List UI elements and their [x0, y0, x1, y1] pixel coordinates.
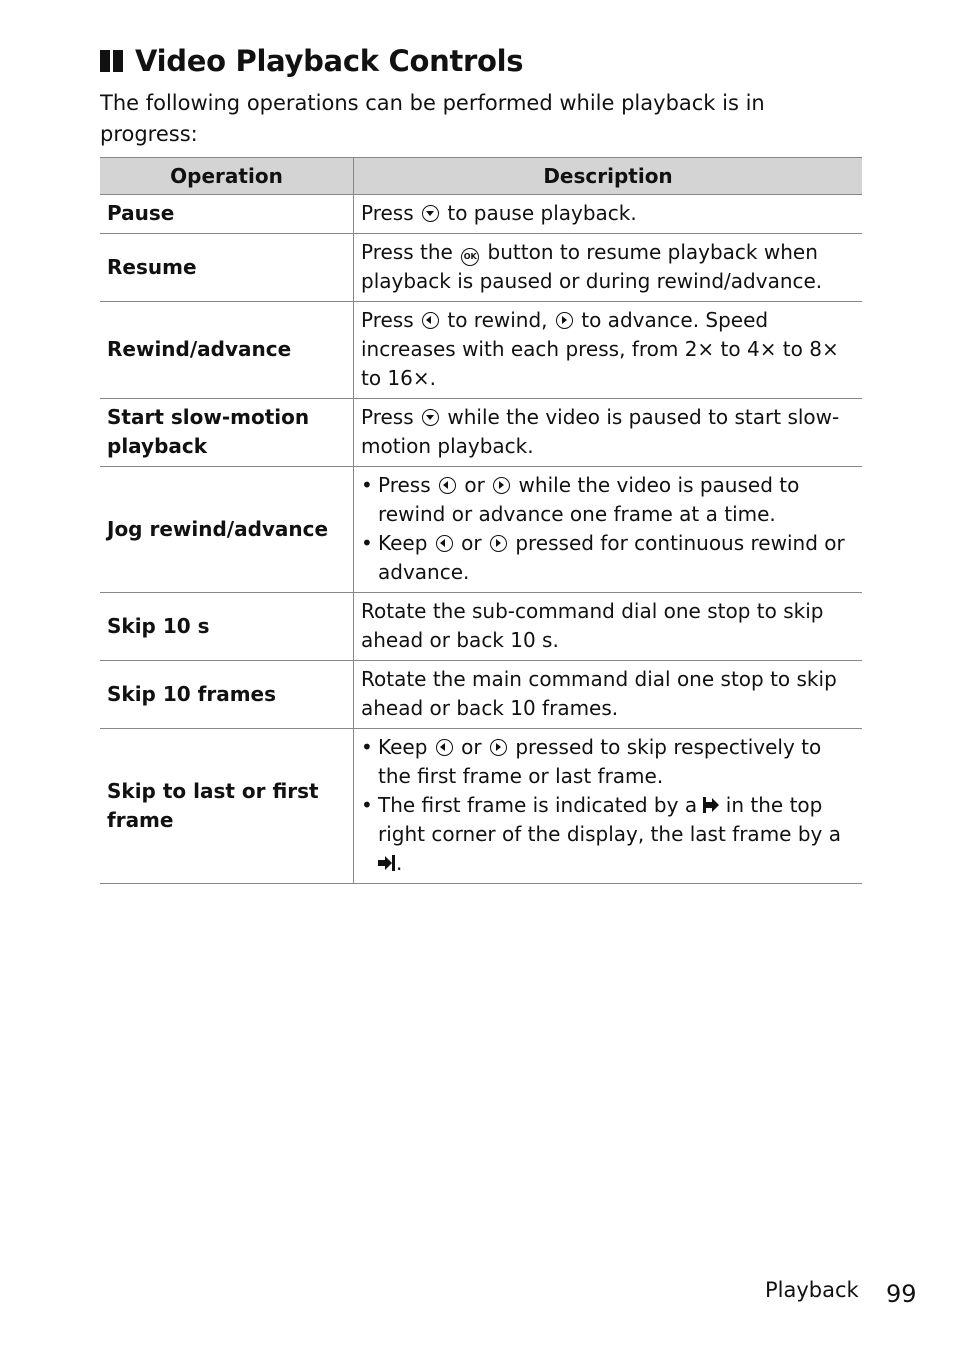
table-row [100, 661, 862, 729]
table-row [100, 399, 862, 467]
page-title: Video Playback Controls [135, 44, 524, 78]
desc-text: Press [361, 308, 420, 332]
description-cell [354, 195, 863, 234]
multi-selector-right-icon [556, 312, 573, 329]
table-header-row [100, 158, 862, 195]
desc-text: . [396, 851, 403, 875]
desc-text: to advance. Speed increases with each press, from 2× to 4× to 8× to 16×. [361, 308, 839, 390]
desc-text: or [454, 531, 488, 555]
multi-selector-left-icon [422, 312, 439, 329]
description-cell: Rotate the sub-command dial one stop to skip ahead or back 10 s. [354, 593, 863, 661]
operation-cell: Skip 10 frames [100, 661, 354, 729]
desc-text: in the top right corner of the display, the last frame by a [378, 793, 841, 846]
footer-section-label: Playback [765, 1278, 859, 1302]
desc-text: while the video is paused to start slow-motion playback. [361, 405, 840, 458]
controls-table [100, 157, 862, 884]
header-operation: Operation [100, 158, 354, 195]
table-row [100, 593, 862, 661]
operation-cell: Rewind/advance [100, 302, 354, 399]
list-item [361, 791, 855, 878]
multi-selector-right-icon [493, 477, 510, 494]
desc-text: or [458, 473, 492, 497]
last-frame-icon [378, 854, 396, 872]
desc-text: Keep [378, 531, 434, 555]
operation-cell: Pause [100, 195, 354, 234]
section-heading [100, 44, 523, 78]
description-cell [354, 729, 863, 884]
desc-text: Press [361, 405, 420, 429]
desc-text: to rewind, [441, 308, 554, 332]
page-number: 99 [886, 1280, 917, 1308]
intro-text: The following operations can be performed while playback is in progress: [100, 91, 765, 146]
desc-text: while the video is paused to rewind or advance one frame at a time. [378, 473, 800, 526]
description-cell [354, 399, 863, 467]
list-item [361, 733, 855, 791]
desc-text: Press [361, 201, 420, 225]
list-item [361, 529, 855, 587]
multi-selector-right-icon [490, 739, 507, 756]
desc-text: to pause playback. [441, 201, 637, 225]
pause-mark-icon [100, 50, 123, 72]
operation-cell: Skip 10 s [100, 593, 354, 661]
ok-button-icon: OK [461, 248, 479, 266]
operation-cell: Jog rewind/advance [100, 467, 354, 593]
multi-selector-down-icon [422, 409, 439, 426]
desc-text: pressed to skip respectively to the first frame or last frame. [378, 735, 822, 788]
desc-text: Keep [378, 735, 434, 759]
table-row [100, 302, 862, 399]
desc-text: or [454, 735, 488, 759]
table-row [100, 234, 862, 302]
table-row [100, 195, 862, 234]
multi-selector-down-icon [422, 205, 439, 222]
multi-selector-left-icon [436, 535, 453, 552]
description-cell [354, 467, 863, 593]
header-description: Description [354, 158, 863, 195]
multi-selector-right-icon [490, 535, 507, 552]
table-row [100, 729, 862, 884]
bullet-list [361, 471, 855, 587]
description-cell [354, 234, 863, 302]
table-row [100, 467, 862, 593]
desc-text: button to resume playback when playback is paused or during rewind/advance. [361, 240, 823, 293]
description-cell [354, 302, 863, 399]
desc-text: The first frame is indicated by a [378, 793, 704, 817]
desc-text: pressed for continuous rewind or advance. [378, 531, 845, 584]
operation-cell: Resume [100, 234, 354, 302]
desc-text: Press [378, 473, 437, 497]
operation-cell: Start slow-motion playback [100, 399, 354, 467]
bullet-list [361, 733, 855, 878]
description-cell: Rotate the main command dial one stop to skip ahead or back 10 frames. [354, 661, 863, 729]
first-frame-icon [703, 796, 719, 814]
multi-selector-left-icon [439, 477, 456, 494]
list-item [361, 471, 855, 529]
desc-text: Press the [361, 240, 460, 264]
operation-cell: Skip to last or first frame [100, 729, 354, 884]
multi-selector-left-icon [436, 739, 453, 756]
